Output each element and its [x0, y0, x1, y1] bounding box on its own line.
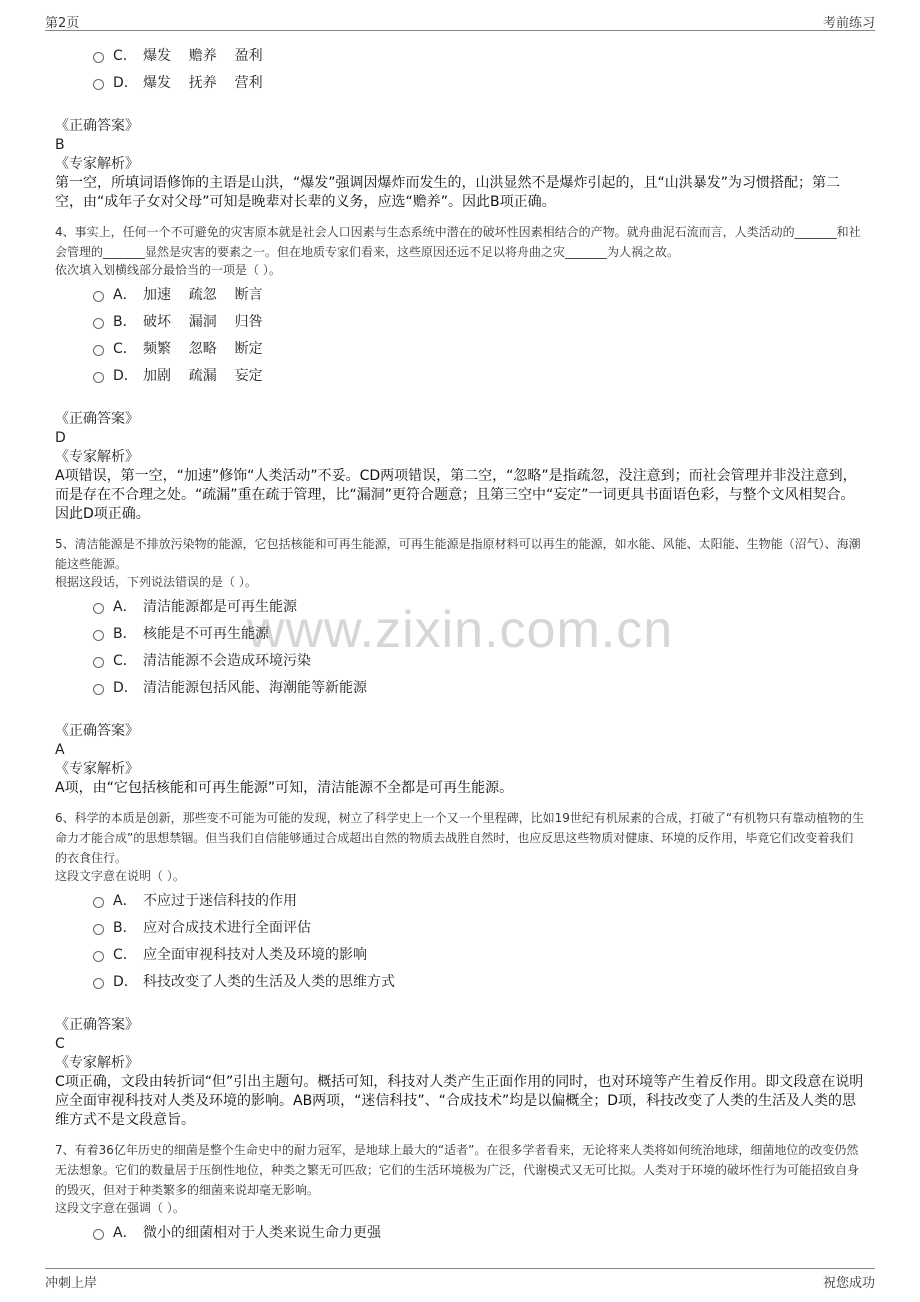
answer-value: A [55, 742, 65, 758]
radio-icon[interactable] [93, 1229, 104, 1240]
option-q6-b[interactable]: B． 应对合成技术进行全面评估 [93, 915, 865, 942]
radio-icon[interactable] [93, 951, 104, 962]
answer-label: 《正确答案》 [55, 723, 139, 739]
question-5-text: 5、清洁能源是不排放污染物的能源，它包括核能和可再生能源，可再生能源是指原材料可以再生的能源，如水能、风能、太阳能、生物能（沼气）、海潮能这些能源。 [55, 537, 861, 571]
radio-icon[interactable] [93, 630, 104, 641]
answer-label: 《正确答案》 [55, 411, 139, 427]
footer-right-text: 祝您成功 [822, 1276, 875, 1291]
analysis-text: 第一空，所填词语修饰的主语是山洪，“爆发”强调因爆炸而发生的，山洪显然不是爆炸引起的，且“山洪暴发”为习惯搭配；第二空，由“成年子女对父母”可知是晚辈对长辈的义务，应选“赡养”。因此B项正确。 [55, 175, 841, 210]
option-q5-c[interactable]: C． 清洁能源不会造成环境污染 [93, 648, 865, 675]
option-q4-d[interactable]: D． 加剧 疏漏 妄定 [93, 363, 865, 390]
page-header [45, 10, 875, 31]
option-q7-a[interactable]: A． 微小的细菌相对于人类来说生命力更强 [93, 1220, 865, 1247]
analysis-text: A项错误，第一空，“加速”修饰“人类活动”不妥。CD两项错误，第二空，“忽略”是指疏忽，没注意到；而社会管理并非没注意到，而是存在不合理之处。“疏漏”重在疏于管理，比“漏洞”更符合题意；且第三空中“妄定”一词更具书面语色彩，与整个文风相契合。因此D项正确。 [55, 468, 857, 522]
option-q3-c[interactable]: C． 爆发 赡养 盈利 [93, 43, 865, 70]
analysis-label: 《专家解析》 [55, 1055, 139, 1071]
answer-label: 《正确答案》 [55, 118, 139, 134]
radio-icon[interactable] [93, 684, 104, 695]
radio-icon[interactable] [93, 52, 104, 63]
radio-icon[interactable] [93, 372, 104, 383]
option-q6-c[interactable]: C． 应全面审视科技对人类及环境的影响 [93, 942, 865, 969]
answer-label: 《正确答案》 [55, 1017, 139, 1033]
answer-value: D [55, 430, 66, 446]
page-number: 第2页 [45, 16, 80, 31]
analysis-label: 《专家解析》 [55, 761, 139, 777]
option-q4-a[interactable]: A． 加速 疏忽 断言 [93, 282, 865, 309]
watermark: www.zixin.com.cn [246, 601, 674, 659]
document-body [55, 40, 865, 1247]
radio-icon[interactable] [93, 345, 104, 356]
analysis-label: 《专家解析》 [55, 449, 139, 465]
footer-left-text: 冲刺上岸 [45, 1276, 98, 1291]
question-6-text: 6、科学的本质是创新，那些变不可能为可能的发现，树立了科学史上一个又一个里程碑，比如19世纪有机尿素的合成，打破了“有机物只有靠动植物的生命力才能合成”的思想禁锢。但当我们自信能够通过合成超出自然的物质去战胜自然时，也应反思这些物质对健康、环境的反作用，毕竟它们改变着我们的衣食住行。 [55, 811, 865, 865]
question-5-prompt: 根据这段话，下列说法错误的是（ ）。 [55, 575, 257, 589]
question-7-prompt: 这段文字意在强调（ ）。 [55, 1201, 185, 1215]
analysis-text: C项正确，文段由转折词“但”引出主题句。概括可知，科技对人类产生正面作用的同时，也对环境等产生着反作用。即文段意在说明应全面审视科技对人类及环境的影响。AB两项，“迷信科技”、“合成技术”均是以偏概全；D项，科技改变了人类的生活及人类的思维方式不是文段意旨。 [55, 1074, 864, 1128]
analysis-label: 《专家解析》 [55, 156, 139, 172]
question-7-text: 7、有着36亿年历史的细菌是整个生命史中的耐力冠军，是地球上最大的“适者”。在很多学者看来，无论将来人类将如何统治地球，细菌地位的改变仍然无法想象。它们的数量居于压倒性地位，种类之繁无可匹敌；它们的生活环境极为广泛，代谢模式又无可比拟。人类对于环境的破坏性行为可能招致自身的毁灭，但对于种类繁多的细菌来说却毫无影响。 [55, 1143, 860, 1197]
answer-value: B [55, 137, 65, 153]
analysis-text: A项，由“它包括核能和可再生能源”可知，清洁能源不全都是可再生能源。 [55, 780, 514, 796]
option-q4-b[interactable]: B． 破坏 漏洞 归咎 [93, 309, 865, 336]
page-footer [45, 1268, 875, 1293]
radio-icon[interactable] [93, 897, 104, 908]
radio-icon[interactable] [93, 291, 104, 302]
answer-value: C [55, 1036, 65, 1052]
option-q6-a[interactable]: A． 不应过于迷信科技的作用 [93, 888, 865, 915]
option-q4-c[interactable]: C． 频繁 忽略 断定 [93, 336, 865, 363]
question-4-text: 4、事实上，任何一个不可避免的灾害原本就是社会人口因素与生态系统中潜在的破坏性因素相结合的产物。就舟曲泥石流而言，人类活动的_______和社会管理的_______显然是灾害的要素之一。但在地质专家们看来，这些原因还远不足以将舟曲之灾_______为人祸之故。 [55, 225, 861, 259]
radio-icon[interactable] [93, 318, 104, 329]
question-6-prompt: 这段文字意在说明（ ）。 [55, 869, 185, 883]
question-4-prompt: 依次填入划横线部分最恰当的一项是（ ）。 [55, 263, 281, 277]
option-q5-b[interactable]: B． 核能是不可再生能源 [93, 621, 865, 648]
option-q5-d[interactable]: D． 清洁能源包括风能、海潮能等新能源 [93, 675, 865, 702]
option-q5-a[interactable]: A． 清洁能源都是可再生能源 [93, 594, 865, 621]
radio-icon[interactable] [93, 978, 104, 989]
radio-icon[interactable] [93, 79, 104, 90]
radio-icon[interactable] [93, 924, 104, 935]
radio-icon[interactable] [93, 603, 104, 614]
header-title: 考前练习 [822, 16, 875, 31]
radio-icon[interactable] [93, 657, 104, 668]
option-q6-d[interactable]: D． 科技改变了人类的生活及人类的思维方式 [93, 969, 865, 996]
option-q3-d[interactable]: D． 爆发 抚养 营利 [93, 70, 865, 97]
